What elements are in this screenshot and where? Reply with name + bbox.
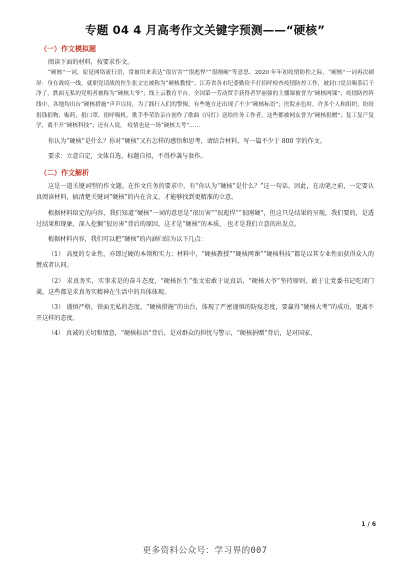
section-heading-prompt: （一）作文模拟题 — [40, 45, 96, 53]
paragraph: 根据材料给定的内容，我们知道“硬核”一词的意思是“很厉害”“很彪悍”“很刚硬”，但这只是结果的呈现，我们要的，是透过结果和现象，深入挖掘“很厉害”背后的原因，这才是“硬核”的本质， 也才是我们立意的出发点。 — [36, 209, 374, 228]
document-content — [36, 22, 374, 340]
paragraph: 根据材料内容，我们可以把“硬核”的内涵归结为以下几点： — [48, 235, 207, 243]
document-title: 专题 04 4 月高考作文关键字预测——“硬核” — [85, 23, 325, 37]
list-item: （4） 真诚的关切和情意，“硬核标语”背后，是对群众的担忧与警示，“硬核捐赠”背后，是对国家、 — [48, 330, 317, 338]
list-item: （2） 求真务实，实事求是的奋斗态度，“硬核医生”张文宏敢于说真话，“硬核大爷”坚持原则，敢于让党委书记吃闭门羹，这些都是求真务实精神在生活中的具体体现。 — [36, 277, 374, 296]
paragraph: 阅读下面的材料，按要求作文。 — [48, 59, 134, 66]
paragraph: 这是一道关键词型的作文题。在作文任务的要求中，有“你认为“硬核”是什么？”这一句话，因此，在动笔之前，一定要认真阅读材料，搞清楚关键词“硬核”的内在含义，才能够找到更精准的立意。 — [36, 183, 374, 202]
paragraph: “硬核”一词，原是网络流行语，常被用来表达“很厉害”“很彪悍”“很刚硬”等意思。2020 年年初疫情防控之际，“硬核”一词再次刷屏：身在战疫一线，就职党请战的医生张文宏被称为“硬核教授”；江苏省各市纪委勤俭不打招呼检查疫情防控工作，被封口党员喝茶后干净了，鉄面无私的党明者被称为“硬核大爷”；线上云教育平台，全国第一劳动贸手获得者罗丽强的主播课被誉为“硬核网课”；疫情防控阵线中，各地均出台“硬核措施”声声以待，为了践行入们的警惕，有些地方还出现了不少“硬核标语”；医院赤色时，许多个人和组织，纷纷捐钱捐物，赈药，捐口罩，捐呼吸机，歌手李荣浩亲自创作了歌曲《闪灯》送给医务工作者，这些都被网友誉为“硬核捐赠”；复工复产复学，离不开“硬核科技”；还有人说， 疫情也是一场“硬核大考”…… — [36, 70, 374, 130]
paragraph: 要求：立意自定，文体自选，标题自拟，不得抄袭与套作。 — [48, 152, 207, 160]
page-number: 1 / 6 — [361, 521, 376, 528]
paragraph: 你认为“硬核”是什么？你对“硬核”又有怎样的感悟和思考，请结合材料，写一篇不少于 800 字的作文。 — [48, 137, 326, 145]
list-item: （3） 谨慎严格，铁面无私的态度，“硬核措施”的出台，体现了严密谨慎的防疫态度，要赢得“硬核大考”的成功，更离不开这样的态度。 — [36, 304, 374, 323]
section-heading-analysis: （二）作文解析 — [40, 169, 89, 178]
footer-text: 更多资料公众号：学习界的007 — [142, 546, 268, 556]
list-item: （1） 高度的专业性，亦即过硬的本领和实力；材料中，“硬核教授”“硬核网课”“硬核科技”都是以其专业性而获得众人的赞成者认同。 — [36, 251, 374, 270]
